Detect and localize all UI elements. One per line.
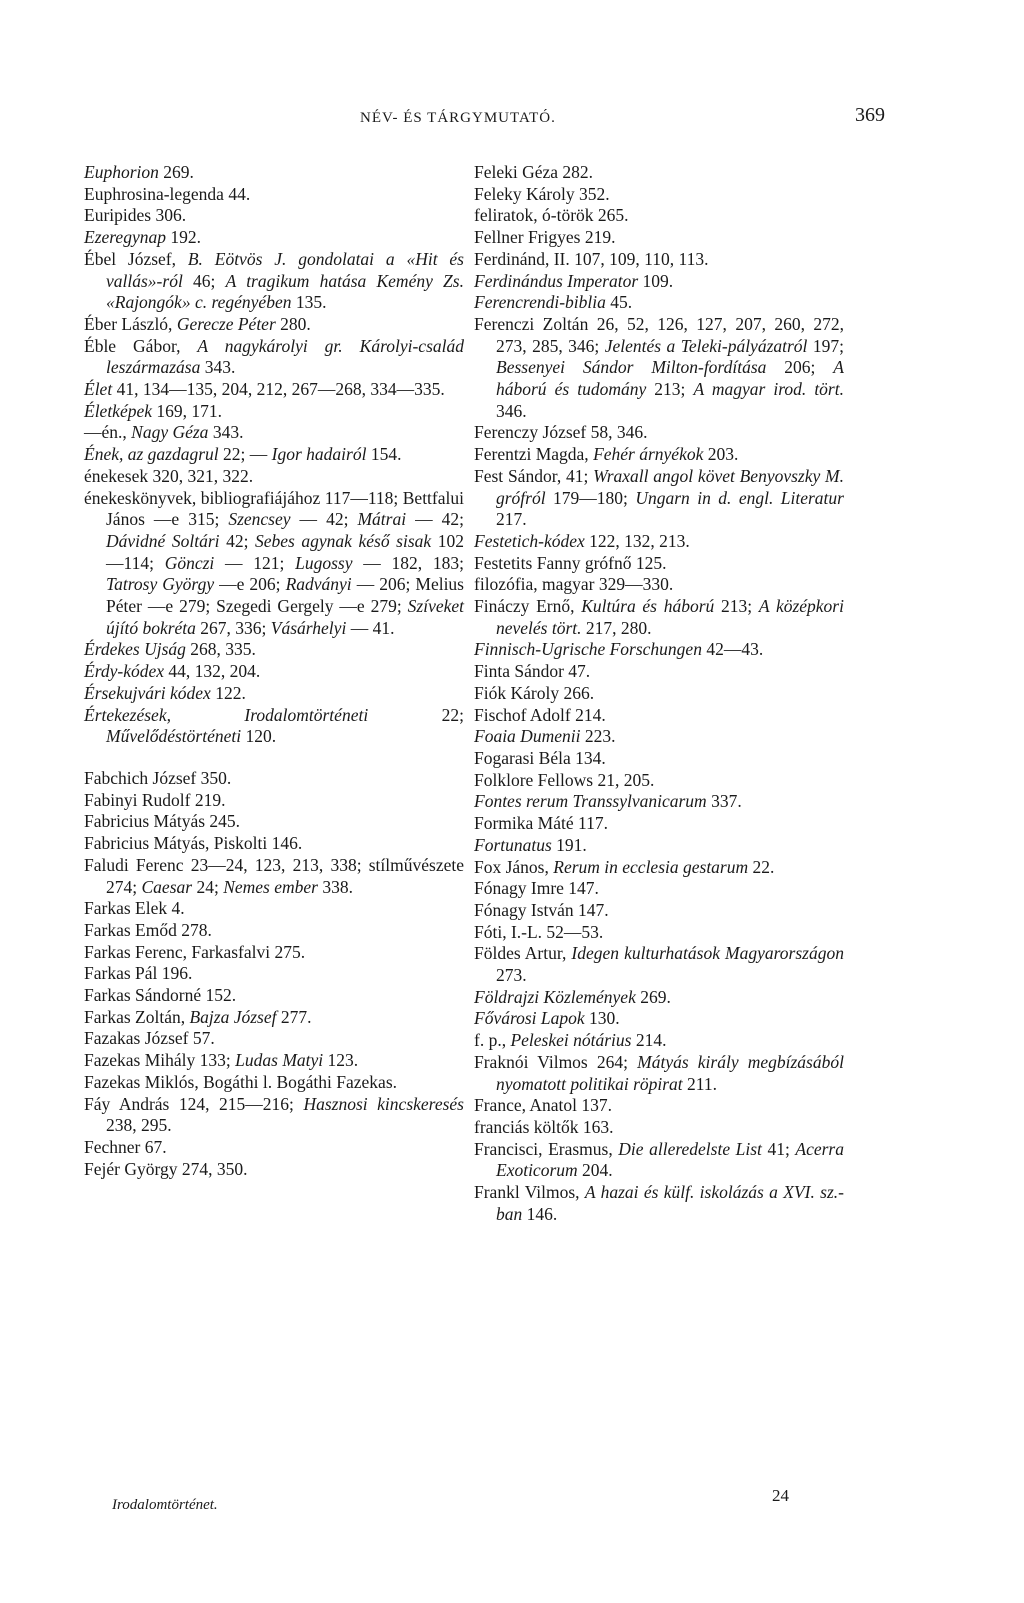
index-entry: Fabchich József 350. — [84, 767, 232, 788]
index-entry: Farkas Ferenc, Farkasfalvi 275. — [84, 941, 306, 962]
index-entry: Fináczy Ernő, Kultúra és háború 213; A középkori nevelés tört. 217, 280. — [474, 596, 844, 638]
index-entry: Frankl Vilmos, A hazai és külf. iskolázás a XVI. sz.-ban 146. — [474, 1182, 844, 1224]
index-entry: Festetich-kódex 122, 132, 213. — [474, 530, 690, 551]
index-entry: Fischof Adolf 214. — [474, 704, 606, 725]
index-entry: Érdy-kódex 44, 132, 204. — [84, 661, 261, 682]
index-entry: Fest Sándor, 41; Wraxall angol követ Benyovszky M. grófról 179—180; Ungarn in d. engl. Literatur 217. — [474, 465, 844, 530]
index-entry: Finnisch-Ugrische Forschungen 42—43. — [474, 639, 764, 660]
index-entry: f. p., Peleskei nótárius 214. — [474, 1030, 667, 1051]
index-entry: Fontes rerum Transsylvanicarum 337. — [474, 791, 742, 812]
index-entry: Értekezések, Irodalomtörténeti 22; Művelődéstörténeti 120. — [84, 704, 464, 747]
index-entry: Farkas Sándorné 152. — [84, 985, 237, 1006]
index-entry: Éble Gábor, A nagykárolyi gr. Károlyi-család leszármazása 343. — [84, 335, 464, 378]
index-entry: filozófia, magyar 329—330. — [474, 574, 674, 595]
index-entry: Farkas Zoltán, Bajza József 277. — [84, 1006, 312, 1027]
index-entry: Folklore Fellows 21, 205. — [474, 769, 655, 790]
index-entry: Ferdinándus Imperator 109. — [474, 270, 674, 291]
index-entry: Formika Máté 117. — [474, 813, 608, 834]
running-title: NÉV- ÉS TÁRGYMUTATÓ. — [360, 110, 556, 126]
index-entry: Élet 41, 134—135, 204, 212, 267—268, 334—335. — [84, 379, 445, 400]
page-header — [0, 104, 1024, 134]
index-entry: Fabricius Mátyás, Piskolti 146. — [84, 833, 303, 854]
index-entry: Fazakas József 57. — [84, 1028, 215, 1049]
index-entry: Francisci, Erasmus, Die alleredelste List 41; Acerra Exoticorum 204. — [474, 1138, 844, 1181]
index-entry: Fónagy Imre 147. — [474, 878, 599, 899]
index-entry: Farkas Pál 196. — [84, 963, 193, 984]
index-entry: Fortunatus 191. — [474, 834, 587, 855]
index-entry: Farkas Elek 4. — [84, 898, 185, 919]
index-entry: Fejér György 274, 350. — [84, 1158, 248, 1179]
index-entry: Fazekas Mihály 133; Ludas Matyi 123. — [84, 1050, 359, 1071]
index-entry: Farkas Emőd 278. — [84, 919, 212, 940]
index-entry: feliratok, ó-török 265. — [474, 205, 629, 226]
index-entry: Faludi Ferenc 23—24, 123, 213, 338; stílművészete 274; Caesar 24; Nemes ember 338. — [84, 854, 464, 897]
sheet-number: 24 — [772, 1486, 789, 1505]
index-entry: Éber László, Gerecze Péter 280. — [84, 313, 311, 334]
index-entry: Foaia Dumenii 223. — [474, 726, 616, 747]
index-entry: Fónagy István 147. — [474, 899, 609, 920]
index-entry: Fáy András 124, 215—216; Hasznosi kincskeresés 238, 295. — [84, 1093, 464, 1136]
index-entry: Fabricius Mátyás 245. — [84, 811, 241, 832]
index-entry: Fóti, I.-L. 52—53. — [474, 921, 604, 942]
index-entry: —én., Nagy Géza 343. — [84, 422, 244, 443]
index-entry: Ének, az gazdagrul 22; — Igor hadairól 154. — [84, 444, 402, 465]
index-entry: Ferdinánd, II. 107, 109, 110, 113. — [474, 248, 709, 269]
index-entry: Földes Artur, Idegen kulturhatások Magyarországon 273. — [474, 943, 844, 986]
index-entry: Ferencrendi-biblia 45. — [474, 292, 633, 313]
index-entry: énekesek 320, 321, 322. — [84, 465, 254, 486]
index-column-left — [84, 162, 464, 1180]
page-number: 369 — [855, 104, 885, 126]
index-entry: Fox János, Rerum in ecclesia gestarum 22. — [474, 856, 775, 877]
index-entry: Fazekas Miklós, Bogáthi l. Bogáthi Fazekas. — [84, 1071, 398, 1092]
index-entry: France, Anatol 137. — [474, 1095, 613, 1116]
index-entry: Fraknói Vilmos 264; Mátyás király megbízásából nyomatott politikai röpirat 211. — [474, 1051, 844, 1094]
index-entry: Fővárosi Lapok 130. — [474, 1008, 620, 1029]
index-entry: Ezeregynap 192. — [84, 227, 201, 248]
index-entry: Fechner 67. — [84, 1136, 167, 1157]
index-entry: franciás költők 163. — [474, 1116, 614, 1137]
index-entry: Fabinyi Rudolf 219. — [84, 789, 226, 810]
index-entry: Fiók Károly 266. — [474, 682, 595, 703]
index-entry: Fogarasi Béla 134. — [474, 747, 606, 768]
index-entry: Festetits Fanny grófnő 125. — [474, 552, 667, 573]
index-entry: Ferentzi Magda, Fehér árnyékok 203. — [474, 444, 739, 465]
index-entry: Ferenczi Zoltán 26, 52, 126, 127, 207, 260, 272, 273, 285, 346; Jelentés a Teleki-pályázatról 197; Bessenyei Sándor Milton-fordítása 206; A háború és tudomány 213; A magyar irod. tört. 346. — [474, 313, 844, 421]
index-entry: Feleky Károly 352. — [474, 183, 610, 204]
index-entry: Finta Sándor 47. — [474, 661, 591, 682]
index-column-right — [474, 162, 844, 1225]
index-entry: Érdekes Ujság 268, 335. — [84, 639, 256, 660]
index-entry: Euphorion 269. — [84, 162, 194, 182]
index-entry: Ébel József, B. Eötvös J. gondolatai a «Hit és vallás»-ról 46; A tragikum hatása Kemény Zs. «Rajongók» c. regényében 135. — [84, 248, 464, 313]
index-entry: Fellner Frigyes 219. — [474, 227, 616, 248]
index-entry: Érsekujvári kódex 122. — [84, 682, 246, 703]
index-entry: Feleki Géza 282. — [474, 162, 594, 182]
index-entry: Földrajzi Közlemények 269. — [474, 986, 671, 1007]
index-entry: Ferenczy József 58, 346. — [474, 422, 648, 443]
index-entry: Életképek 169, 171. — [84, 400, 223, 421]
index-entry: Euripides 306. — [84, 205, 187, 226]
index-entry: Euphrosina-legenda 44. — [84, 183, 251, 204]
signature-mark: Irodalomtörténet. — [112, 1497, 218, 1513]
index-entry: énekeskönyvek, bibliografiájához 117—118; Bettfalui János —e 315; Szencsey — 42; Mátrai — 42; Dávidné Soltári 42; Sebes agynak késő sisak 102—114; Gönczi — 121; Lugossy — 182, 183; Tatrosy György —e 206; Radványi — 206; Melius Péter —e 279; Szegedi Gergely —e 279; Szíveket újító bokréta 267, 336; Vásárhelyi — 41. — [84, 487, 464, 638]
